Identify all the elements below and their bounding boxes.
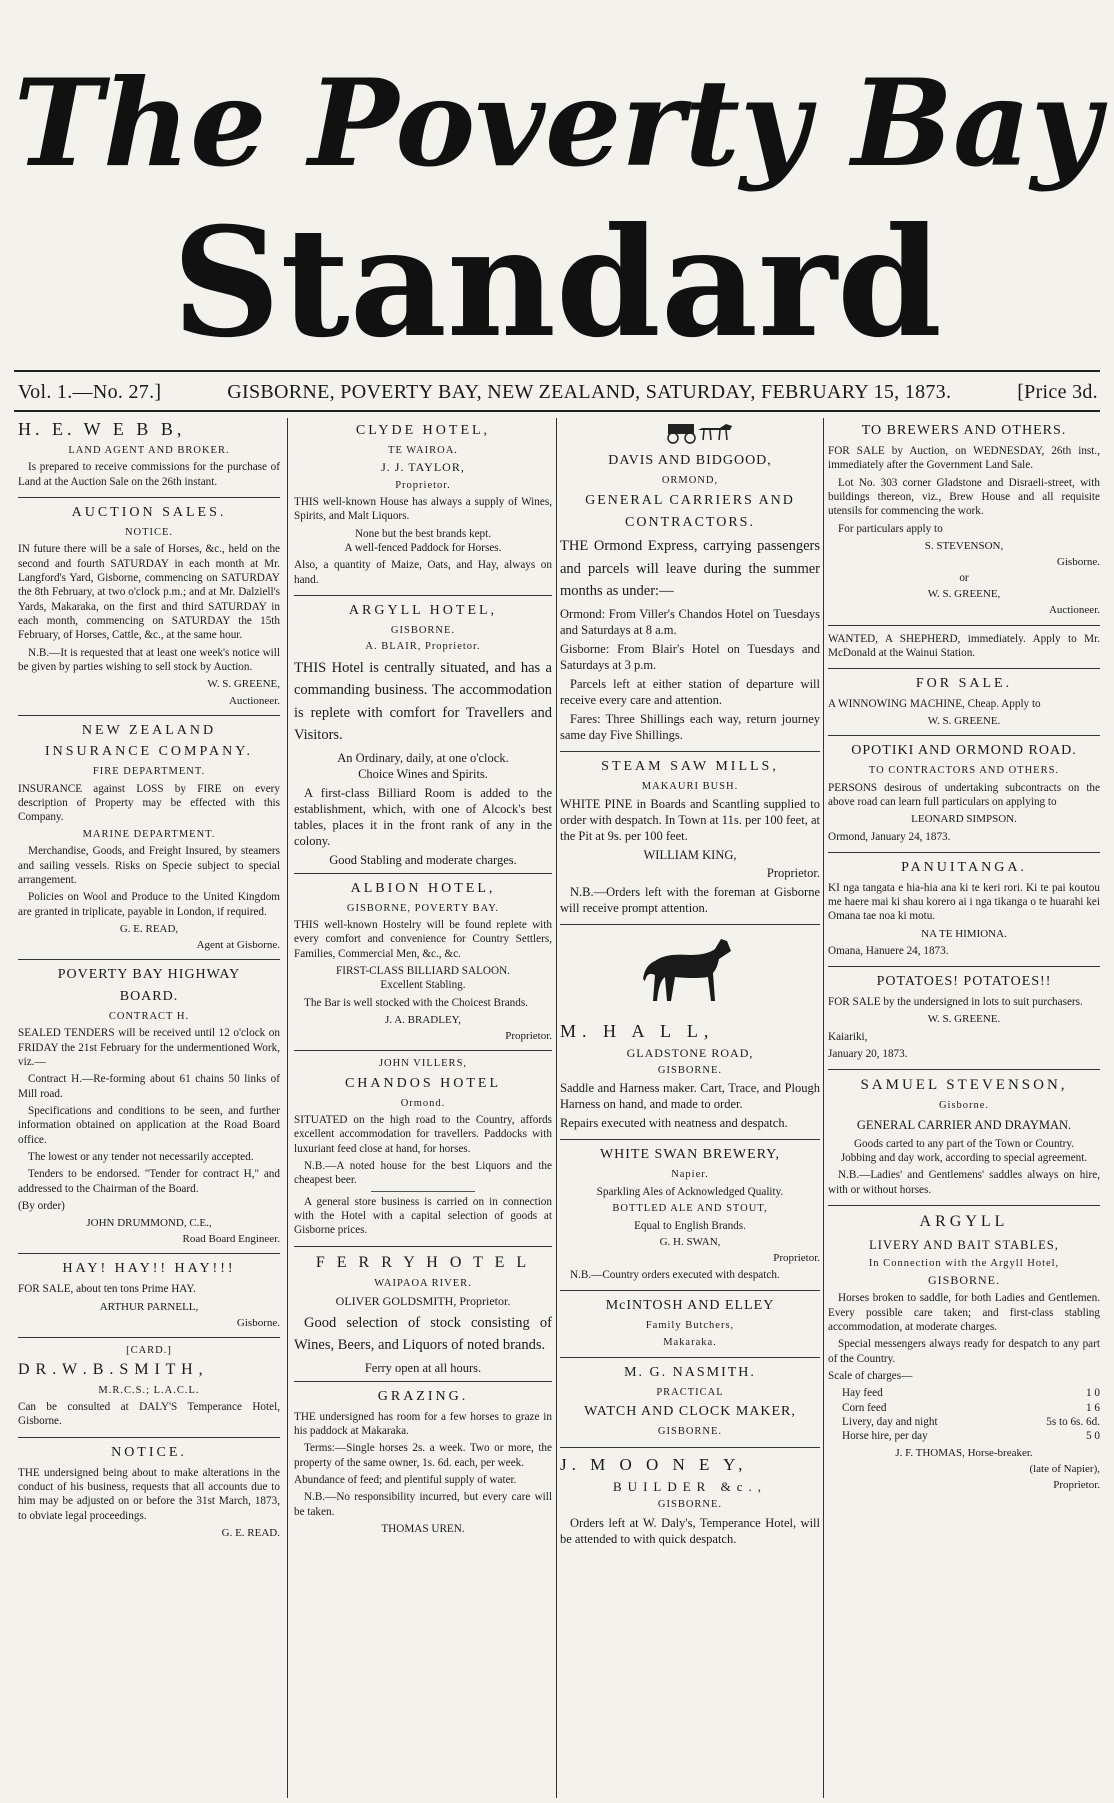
ad-smith bbox=[18, 1344, 280, 1438]
argyll-line-2: Choice Wines and Spirits. bbox=[358, 766, 488, 781]
clyde-owner: J. J. TAYLOR, bbox=[381, 460, 465, 475]
ad-shepherd bbox=[828, 632, 1100, 670]
forsale-body: A WINNOWING MACHINE, Cheap. Apply to bbox=[828, 698, 1041, 711]
potatoes-signature: W. S. GREENE. bbox=[927, 1013, 1001, 1026]
ferry-line-1: Good selection of stock consisting of Wines, Beers, and Liquors of noted brands. bbox=[294, 1314, 552, 1354]
panui-signature: NA TE HIMIONA. bbox=[921, 927, 1007, 940]
clyde-role: Proprietor. bbox=[395, 479, 451, 491]
ad-grazing bbox=[294, 1388, 552, 1542]
swan-signature-role: Proprietor. bbox=[773, 1251, 820, 1264]
column-divider bbox=[556, 418, 557, 1798]
swan-signature: G. H. SWAN, bbox=[659, 1235, 721, 1248]
volume-number: Vol. 1.—No. 27.] bbox=[18, 380, 162, 403]
ad-notice bbox=[18, 1444, 280, 1547]
argyll-owner: A. BLAIR, Proprietor. bbox=[365, 641, 481, 653]
stevenson-place: Gisborne. bbox=[938, 1100, 990, 1112]
auction-body: IN future there will be a sale of Horses, &c., held on the second and fourth SATURDAY in each month at Mr. Langford's Yard, Gisborne, commencing on SATURDAY the 8th February, at two o'clock p.m.; and at Mr. Dalziell's Yards, Makaraka, on the first and third SATURDAY in each month, commencing on SATURDAY the 15th February, of Horses, Cattle, &c., at the same hour. bbox=[18, 543, 280, 642]
livery-place: GISBORNE. bbox=[927, 1273, 1000, 1287]
masthead-title-line1: The Poverty Bay bbox=[13, 53, 1101, 194]
notice-body: THE undersigned being about to make alterations in the conduct of his business, requests that all accounts due to him may be adjusted on or before the 31st March, 1873, to obviate legal proceedings. bbox=[18, 1466, 280, 1522]
ad-highway bbox=[18, 966, 280, 1254]
notice-signature: G. E. READ. bbox=[221, 1527, 280, 1539]
mcintosh-place: Makaraka. bbox=[663, 1336, 717, 1348]
grazing-line-1: Abundance of feed; and plentiful supply of water. bbox=[294, 1474, 517, 1487]
livery-row-item: Corn feed bbox=[842, 1401, 887, 1414]
hay-body: FOR SALE, about ten tons Prime HAY. bbox=[18, 1283, 196, 1296]
swan-line-2: BOTTLED ALE AND STOUT, bbox=[612, 1203, 768, 1215]
argyll-body: THIS Hotel is centrally situated, and has a commanding business. The accommodation is replete with comfort for Travellers and Visitors. bbox=[294, 659, 552, 744]
opotiki-date: Ormond, January 24, 1873. bbox=[828, 830, 951, 843]
panui-body: KI nga tangata e hia-hia ana ki te keri rori. Ki te pai koutou me haere mai ki shau korero ai i nga tikanga o te huarahi kei Omana tae noa ki motu. bbox=[828, 881, 1100, 923]
opotiki-body: PERSONS desirous of undertaking subcontracts on the above road can learn full particulars on applying to bbox=[828, 781, 1100, 809]
albion-heading: ALBION HOTEL, bbox=[350, 880, 496, 896]
ad-albion-hotel bbox=[294, 880, 552, 1051]
ad-ferry-hotel bbox=[294, 1253, 552, 1382]
brewers-heading: TO BREWERS AND OTHERS. bbox=[861, 423, 1067, 438]
clyde-line-1: None but the best brands kept. bbox=[354, 527, 492, 540]
livery-row bbox=[828, 1386, 1100, 1400]
ad-hall-saddler bbox=[560, 931, 820, 1140]
column-4 bbox=[828, 418, 1100, 1796]
highway-order: (By order) bbox=[18, 1199, 65, 1212]
horse-icon bbox=[635, 931, 745, 1011]
saw-nb: N.B.—Orders left with the foreman at Gisborne will receive prompt attention. bbox=[560, 885, 820, 916]
davis-fares-label: Fares: bbox=[570, 711, 601, 726]
grazing-heading: GRAZING. bbox=[377, 1388, 469, 1404]
nasmith-trade-1: PRACTICAL bbox=[656, 1387, 724, 1398]
argyll-line-3: A first-class Billiard Room is added to the establishment, which, with one of Alcock's best tables, places it in the front rank of any in the colony. bbox=[294, 785, 552, 848]
livery-row bbox=[828, 1415, 1100, 1429]
auction-signature-role: Auctioneer. bbox=[228, 694, 280, 707]
stevenson-line-1: Goods carted to any part of the Town or Country. bbox=[853, 1137, 1075, 1150]
davis-body: THE Ormond Express, carrying passengers and parcels will leave during the summer months as under:— bbox=[560, 538, 820, 600]
clyde-body: THIS well-known House has always a supply of Wines, Spirits, and Malt Liquors. bbox=[294, 496, 552, 523]
mooney-trade: BUILDER &c., bbox=[613, 1478, 767, 1494]
ad-hay bbox=[18, 1260, 280, 1337]
livery-row-item: Hay feed bbox=[842, 1387, 883, 1400]
coach-icon bbox=[640, 418, 740, 444]
insurance-heading-1: NEW ZEALAND bbox=[81, 722, 217, 738]
argyll-heading: ARGYLL HOTEL, bbox=[348, 603, 498, 619]
grazing-terms: Terms:—Single horses 2s. a week. Two or more, the property of the same owner, 1s. 6d. each, per week. bbox=[294, 1442, 552, 1469]
saw-heading: STEAM SAW MILLS, bbox=[601, 758, 779, 774]
stevenson-line-2: Jobbing and day work, according to special agreement. bbox=[840, 1152, 1088, 1165]
davis-parcels: Parcels left at either station of departure will receive every care and attention. bbox=[560, 676, 820, 707]
column-1 bbox=[18, 418, 280, 1796]
livery-row-item: Horse hire, per day bbox=[842, 1430, 928, 1443]
brewers-lot: Lot No. 303 corner Gladstone and Disraeli-street, with buildings thereon, viz., Brew House and all requisite utensils for commencing the work. bbox=[828, 476, 1100, 518]
webb-body: Is prepared to receive commissions for the purchase of Land at the Auction Sale on the 26th instant. bbox=[18, 461, 280, 488]
insurance-fire-heading: FIRE DEPARTMENT. bbox=[92, 766, 206, 778]
ferry-place: WAIPAOA RIVER. bbox=[374, 1278, 472, 1290]
hay-place: Gisborne. bbox=[236, 1316, 280, 1329]
davis-heading: DAVIS AND BIDGOOD, bbox=[608, 453, 772, 469]
panui-heading: PANUITANGA. bbox=[901, 859, 1027, 875]
grazing-nb: N.B.—No responsibility incurred, but every care will be taken. bbox=[294, 1491, 552, 1518]
davis-trade-1: GENERAL CARRIERS AND bbox=[585, 492, 795, 508]
livery-row-price: 1 6 bbox=[1086, 1401, 1100, 1414]
saw-body: WHITE PINE in Boards and Scantling supplied to order with despatch. In Town at 11s. per 100 feet, at the Pit at 9s. per 100 feet. bbox=[560, 797, 820, 844]
auction-signature: W. S. GREENE, bbox=[207, 678, 280, 691]
potatoes-body: FOR SALE by the undersigned in lots to suit purchasers. bbox=[828, 996, 1083, 1009]
davis-fares: Three Shillings each way, return journey same day Five Shillings. bbox=[560, 711, 820, 742]
livery-row-price: 5s to 6s. 6d. bbox=[1046, 1415, 1100, 1428]
albion-signature-role: Proprietor. bbox=[505, 1030, 552, 1043]
highway-body-1: SEALED TENDERS will be received until 12 o'clock on FRIDAY the 21st February for the undermentioned Work, viz.— bbox=[18, 1027, 280, 1068]
chandos-place: Ormond. bbox=[400, 1097, 446, 1109]
horse-illustration bbox=[560, 931, 820, 1015]
albion-signature: J. A. BRADLEY, bbox=[385, 1014, 461, 1027]
panui-date: Omana, Hanuere 24, 1873. bbox=[828, 944, 949, 957]
saw-signature-role: Proprietor. bbox=[766, 866, 820, 881]
grazing-signature: THOMAS UREN. bbox=[381, 1523, 465, 1536]
forsale-heading: FOR SALE. bbox=[915, 676, 1013, 692]
ad-insurance bbox=[18, 722, 280, 960]
chandos-line-1: A general store business is carried on in connection with the Hotel with a capital selection of goods at Gisborne prices. bbox=[294, 1195, 552, 1237]
ad-panuitanga bbox=[828, 859, 1100, 967]
column-3 bbox=[560, 418, 820, 1796]
grazing-body: THE undersigned has room for a few horses to graze in his paddock at Makaraka. bbox=[294, 1410, 552, 1438]
potatoes-heading: POTATOES! POTATOES!! bbox=[876, 974, 1052, 990]
davis-gisborne: From Blair's Hotel on Tuesdays and Saturdays at 3 p.m. bbox=[560, 641, 820, 672]
clyde-line-3: Also, a quantity of Maize, Oats, and Hay, always on hand. bbox=[294, 559, 552, 586]
divider bbox=[371, 1191, 474, 1192]
top-rule bbox=[14, 370, 1100, 372]
notice-heading: NOTICE. bbox=[111, 1444, 187, 1460]
ad-mooney bbox=[560, 1454, 820, 1555]
swan-heading: WHITE SWAN BREWERY, bbox=[599, 1147, 781, 1163]
ad-webb bbox=[18, 418, 280, 498]
smith-quals: M.R.C.S.; L.A.C.L. bbox=[98, 1384, 200, 1396]
column-2 bbox=[294, 418, 552, 1796]
albion-line-3: The Bar is well stocked with the Choicest Brands. bbox=[304, 996, 529, 1009]
insurance-marine-body: Merchandise, Goods, and Freight Insured, by steamers and sailing vessels. Risks on Specie subject to special arrangement. bbox=[18, 845, 280, 886]
hall-line-1: Repairs executed with neatness and despatch. bbox=[560, 1116, 788, 1131]
ad-potatoes bbox=[828, 973, 1100, 1070]
mcintosh-heading: McINTOSH AND ELLEY bbox=[605, 1298, 775, 1314]
brewers-signature-role: Auctioneer. bbox=[1048, 604, 1100, 617]
ad-davis-bidgood bbox=[560, 418, 820, 752]
saw-place: MAKAURI BUSH. bbox=[641, 780, 739, 792]
highway-body-2: Contract H.—Re-forming about 61 chains 50 links of Mill road. bbox=[18, 1073, 280, 1100]
livery-line-2: Special messengers always ready for despatch to any part of the Country. bbox=[828, 1338, 1100, 1365]
ad-nasmith bbox=[560, 1364, 820, 1448]
highway-signature: JOHN DRUMMOND, C.E., bbox=[86, 1217, 212, 1230]
webb-name: H. E. W E B B, bbox=[18, 419, 186, 439]
highway-body-5: Tenders to be endorsed. "Tender for contract H," and addressed to the Chairman of the Board. bbox=[18, 1168, 280, 1195]
stevenson-nb: N.B.—Ladies' and Gentlemens' saddles always on hire, with or without horses. bbox=[828, 1169, 1100, 1196]
coach-illustration bbox=[560, 418, 820, 448]
clyde-line-2: A well-fenced Paddock for Horses. bbox=[344, 542, 502, 555]
chandos-body: SITUATED on the high road to the Country, affords excellent accommodation for travellers. Paddocks with luxuriant feed close at hand, for horses. bbox=[294, 1114, 552, 1155]
brewers-signature-place: Gisborne. bbox=[1056, 555, 1100, 568]
insurance-wool: Policies on Wool and Produce to the United Kingdom are granted in triplicate, payable in London, if required. bbox=[18, 891, 280, 918]
davis-gisborne-label: Gisborne: bbox=[560, 641, 610, 656]
ferry-line-2: Ferry open at all hours. bbox=[364, 1360, 482, 1375]
livery-charges: Scale of charges— bbox=[828, 1370, 913, 1382]
swan-line-1: Sparkling Ales of Acknowledged Quality. bbox=[596, 1185, 784, 1198]
brewers-signature: S. STEVENSON, bbox=[924, 539, 1004, 552]
highway-signature-role: Road Board Engineer. bbox=[182, 1233, 280, 1246]
swan-place: Napier. bbox=[671, 1169, 709, 1181]
ad-argyll-livery bbox=[828, 1212, 1100, 1499]
potatoes-place: Kaiariki, bbox=[828, 1030, 868, 1043]
swan-nb: N.B.—Country orders executed with despatch. bbox=[570, 1268, 780, 1281]
column-divider bbox=[287, 418, 288, 1798]
mooney-place: GISBORNE. bbox=[657, 1499, 723, 1511]
ferry-heading: F E R R Y H O T E L bbox=[315, 1253, 531, 1271]
stevenson-heading: SAMUEL STEVENSON, bbox=[860, 1077, 1068, 1094]
ad-argyll-hotel bbox=[294, 602, 552, 874]
ad-mcintosh bbox=[560, 1297, 820, 1358]
davis-ormond-label: Ormond: bbox=[560, 606, 606, 621]
hall-town: GISBORNE. bbox=[657, 1064, 723, 1076]
opotiki-sub: TO CONTRACTORS AND OTHERS. bbox=[868, 765, 1060, 777]
opotiki-heading: OPOTIKI AND ORMOND ROAD. bbox=[851, 743, 1077, 759]
argyll-line-1: An Ordinary, daily, at one o'clock. bbox=[337, 750, 509, 765]
insurance-signature-role: Agent at Gisborne. bbox=[196, 938, 280, 951]
ad-white-swan bbox=[560, 1146, 820, 1291]
smith-name: D R . W . B . S M I T H , bbox=[18, 1361, 204, 1379]
webb-title: LAND AGENT AND BROKER. bbox=[68, 445, 230, 457]
highway-body-4: The lowest or any tender not necessarily accepted. bbox=[28, 1150, 254, 1163]
dateline-rule bbox=[14, 410, 1100, 412]
ad-stevenson bbox=[828, 1076, 1100, 1206]
insurance-fire-body: INSURANCE against LOSS by FIRE on every description of Property may be effected with this Company. bbox=[18, 782, 280, 824]
brewers-apply: For particulars apply to bbox=[838, 522, 943, 535]
masthead-title-line2: Standard bbox=[172, 195, 942, 370]
dateline bbox=[18, 377, 1098, 407]
albion-body: THIS well-known Hostelry will be found replete with every comfort and convenience for Country Settlers, Families, Commercial Men, &c., &c. bbox=[294, 919, 552, 960]
masthead bbox=[0, 0, 1114, 370]
brewers-signature-2: W. S. GREENE, bbox=[927, 588, 1001, 601]
auction-heading: AUCTION SALES. bbox=[71, 505, 227, 521]
smith-body: Can be consulted at DALY'S Temperance Hotel, Gisborne. bbox=[18, 1401, 280, 1428]
hay-heading: HAY! HAY!! HAY!!! bbox=[62, 1261, 236, 1277]
davis-trade-2: CONTRACTORS. bbox=[625, 514, 755, 530]
chandos-nb: N.B.—A noted house for the best Liquors and the cheapest beer. bbox=[294, 1160, 552, 1187]
nasmith-trade-2: WATCH AND CLOCK MAKER, bbox=[584, 1404, 796, 1420]
livery-signature-2: (late of Napier), bbox=[1029, 1462, 1100, 1475]
nasmith-heading: M. G. NASMITH. bbox=[624, 1365, 756, 1381]
argyll-line-4: Good Stabling and moderate charges. bbox=[329, 852, 517, 867]
livery-row bbox=[828, 1401, 1100, 1415]
hall-name: M. H A L L, bbox=[560, 1020, 715, 1041]
mooney-body: Orders left at W. Daly's, Temperance Hotel, will be attended to with quick despatch. bbox=[560, 1515, 820, 1546]
insurance-heading-2: INSURANCE COMPANY. bbox=[44, 744, 254, 760]
insurance-marine-heading: MARINE DEPARTMENT. bbox=[82, 828, 216, 840]
column-divider bbox=[823, 418, 824, 1798]
highway-heading-2: BOARD. bbox=[119, 988, 179, 1004]
ad-chandos-hotel bbox=[294, 1057, 552, 1246]
davis-place: ORMOND, bbox=[661, 475, 719, 487]
chandos-heading: CHANDOS HOTEL bbox=[344, 1075, 502, 1091]
ad-auction bbox=[18, 504, 280, 715]
chandos-owner: JOHN VILLERS, bbox=[378, 1058, 468, 1070]
place-date: GISBORNE, POVERTY BAY, NEW ZEALAND, SATURDAY, FEBRUARY 15, 1873. bbox=[227, 380, 952, 403]
ad-clyde-hotel bbox=[294, 422, 552, 596]
stevenson-trade: GENERAL CARRIER AND DRAYMAN. bbox=[856, 1117, 1072, 1132]
ad-opotiki bbox=[828, 742, 1100, 852]
price: [Price 3d. bbox=[1017, 380, 1098, 403]
livery-line-1: Horses broken to saddle, for both Ladies and Gentlemen. Every possible care taken; and first-class stabling accommodation, at moderate charges. bbox=[828, 1292, 1100, 1334]
davis-ormond: From Viller's Chandos Hotel on Tuesdays and Saturdays at 8 a.m. bbox=[560, 606, 820, 637]
livery-signature-role: Proprietor. bbox=[1053, 1478, 1100, 1491]
livery-sub: In Connection with the Argyll Hotel, bbox=[868, 1257, 1060, 1269]
livery-row-price: 1 0 bbox=[1086, 1387, 1100, 1400]
saw-signature: WILLIAM KING, bbox=[643, 848, 737, 863]
livery-signature: J. F. THOMAS, Horse-breaker. bbox=[895, 1446, 1033, 1459]
argyll-place: GISBORNE. bbox=[390, 625, 456, 637]
brewers-body: FOR SALE by Auction, on WEDNESDAY, 26th inst., immediately after the Government Land Sale. bbox=[828, 444, 1100, 472]
clyde-heading: CLYDE HOTEL, bbox=[355, 423, 491, 438]
highway-contract: CONTRACT H. bbox=[108, 1010, 190, 1022]
livery-heading: ARGYLL bbox=[919, 1213, 1009, 1231]
forsale-signature: W. S. GREENE. bbox=[927, 715, 1001, 728]
masthead-svg bbox=[0, 0, 1114, 370]
auction-nb: N.B.—It is requested that at least one week's notice will be given by parties wishing to sell stock by Auction. bbox=[18, 646, 280, 674]
insurance-signature: G. E. READ, bbox=[119, 922, 179, 935]
albion-line-2: Excellent Stabling. bbox=[380, 979, 466, 992]
mcintosh-trade: Family Butchers, bbox=[645, 1320, 735, 1332]
livery-row-item: Livery, day and night bbox=[842, 1415, 938, 1428]
clyde-place: TE WAIROA. bbox=[388, 444, 458, 456]
ad-for-sale bbox=[828, 675, 1100, 736]
potatoes-date: January 20, 1873. bbox=[828, 1047, 908, 1060]
ad-brewers bbox=[828, 422, 1100, 626]
livery-row-price: 5 0 bbox=[1086, 1430, 1100, 1443]
mooney-name: J. M O O N E Y, bbox=[560, 1454, 748, 1474]
swan-line-3: Equal to English Brands. bbox=[634, 1219, 746, 1232]
highway-heading-1: POVERTY BAY HIGHWAY bbox=[57, 967, 241, 983]
brewers-or: or bbox=[959, 572, 969, 585]
livery-row bbox=[828, 1429, 1100, 1443]
albion-line-1: FIRST-CLASS BILLIARD SALOON. bbox=[336, 965, 510, 978]
opotiki-signature: LEONARD SIMPSON. bbox=[911, 813, 1017, 826]
hall-place: GLADSTONE ROAD, bbox=[626, 1045, 754, 1060]
albion-place: GISBORNE, POVERTY BAY. bbox=[346, 902, 500, 914]
auction-notice: NOTICE. bbox=[124, 527, 174, 539]
nasmith-place: GISBORNE. bbox=[657, 1426, 723, 1438]
livery-heading-2: LIVERY AND BAIT STABLES, bbox=[869, 1237, 1059, 1252]
ferry-owner: OLIVER GOLDSMITH, Proprietor. bbox=[335, 1293, 511, 1308]
hay-signature: ARTHUR PARNELL, bbox=[99, 1300, 199, 1313]
hall-body: Saddle and Harness maker. Cart, Trace, and Plough Harness on hand, and made to order. bbox=[560, 1081, 820, 1112]
smith-card: [CARD.] bbox=[126, 1344, 172, 1356]
shepherd-body: WANTED, A SHEPHERD, immediately. Apply to Mr. McDonald at the Wainui Station. bbox=[828, 632, 1100, 659]
ad-saw-mills bbox=[560, 758, 820, 925]
highway-body-3: Specifications and conditions to be seen, and further information obtained on application at the Road Board office. bbox=[18, 1104, 280, 1146]
